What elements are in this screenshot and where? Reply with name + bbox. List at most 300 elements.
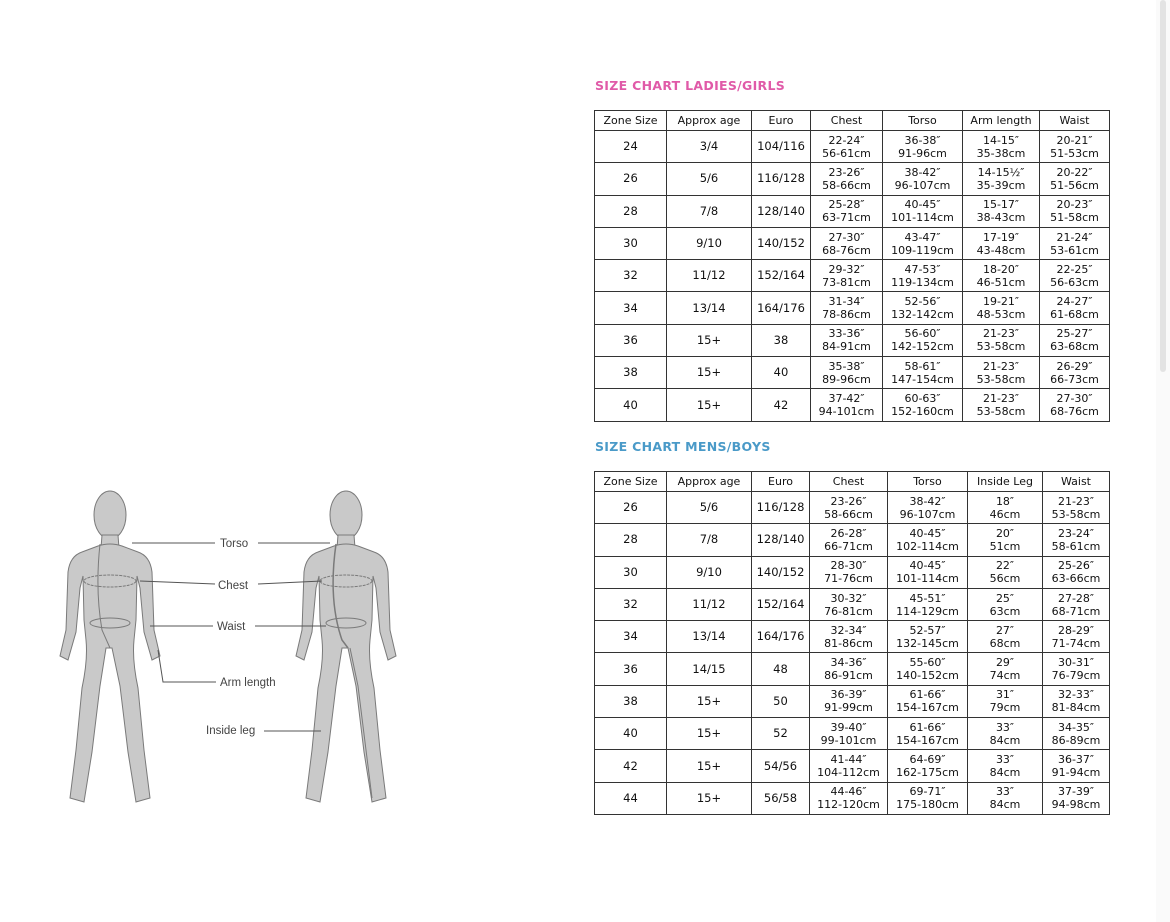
metric-value: 63cm	[989, 604, 1021, 618]
imperial-value: 31-34″	[828, 295, 865, 309]
table-cell	[888, 782, 968, 814]
table-cell: 7/8	[667, 195, 752, 227]
imperial-value: 33″	[995, 720, 1015, 734]
table-cell	[1040, 131, 1110, 163]
imperial-value: 43-47″	[904, 230, 941, 244]
imperial-value: 33-36″	[828, 327, 865, 341]
table-cell	[810, 718, 888, 750]
imperial-value: 37-39″	[1057, 785, 1095, 799]
metric-value: 152-160cm	[891, 405, 954, 419]
table-cell	[883, 324, 963, 356]
table-cell	[810, 524, 888, 556]
table-row	[595, 357, 1110, 389]
imperial-value: 30-32″	[830, 591, 867, 605]
table-cell	[888, 685, 968, 717]
table-cell: 11/12	[667, 260, 752, 292]
table-cell	[888, 588, 968, 620]
table-row	[595, 718, 1110, 750]
table-cell	[1040, 260, 1110, 292]
table-cell	[811, 389, 883, 421]
table-cell: 7/8	[667, 524, 752, 556]
imperial-value: 26-29″	[1056, 359, 1093, 373]
table-cell	[968, 782, 1043, 814]
metric-value: 94-98cm	[1051, 798, 1101, 812]
table-cell	[810, 588, 888, 620]
metric-value: 43-48cm	[976, 243, 1026, 257]
table-cell: 13/14	[667, 292, 752, 324]
table-cell	[811, 195, 883, 227]
column-header: Waist	[1040, 111, 1110, 131]
waist-label: Waist	[217, 621, 246, 633]
mens-chart-title: SIZE CHART MENS/BOYS	[595, 439, 771, 454]
table-cell: 50	[752, 685, 810, 717]
imperial-value: 47-53″	[904, 262, 941, 276]
table-cell	[963, 131, 1040, 163]
metric-value: 46-51cm	[976, 275, 1026, 289]
column-header: Inside Leg	[968, 472, 1043, 492]
table-cell	[1043, 621, 1110, 653]
imperial-value: 28-29″	[1057, 623, 1095, 637]
table-cell	[883, 227, 963, 259]
imperial-value: 55-60″	[909, 656, 946, 670]
table-cell	[810, 653, 888, 685]
table-cell	[963, 357, 1040, 389]
table-cell	[968, 685, 1043, 717]
table-row	[595, 685, 1110, 717]
table-row	[595, 492, 1110, 524]
metric-value: 79cm	[989, 701, 1021, 715]
imperial-value: 23-26″	[830, 494, 867, 508]
table-cell	[968, 750, 1043, 782]
table-cell	[883, 195, 963, 227]
table-cell	[811, 131, 883, 163]
table-cell	[968, 718, 1043, 750]
table-cell: 116/128	[752, 492, 810, 524]
imperial-value: 18-20″	[982, 262, 1020, 276]
table-cell	[1040, 324, 1110, 356]
back-figure	[296, 491, 396, 802]
metric-value: 58-61cm	[1051, 539, 1101, 553]
imperial-value: 40-45″	[909, 559, 946, 573]
table-cell: 15+	[667, 685, 752, 717]
imperial-value: 27-30″	[1056, 392, 1093, 406]
imperial-value: 21-23″	[1057, 494, 1095, 508]
table-cell	[968, 653, 1043, 685]
table-row	[595, 324, 1110, 356]
imperial-value: 26-28″	[830, 526, 867, 540]
table-cell: 152/164	[752, 260, 811, 292]
table-cell: 48	[752, 653, 810, 685]
imperial-value: 29-32″	[828, 262, 865, 276]
table-cell: 42	[752, 389, 811, 421]
table-row	[595, 227, 1110, 259]
column-header: Approx age	[667, 472, 752, 492]
metric-value: 74cm	[989, 669, 1021, 683]
column-header: Euro	[752, 111, 811, 131]
imperial-value: 60-63″	[904, 392, 941, 406]
page-scrollbar[interactable]	[1156, 0, 1170, 922]
table-cell: 42	[595, 750, 667, 782]
imperial-value: 69-71″	[909, 785, 946, 799]
metric-value: 51-58cm	[1050, 211, 1099, 225]
table-cell: 164/176	[752, 621, 810, 653]
imperial-value: 23-24″	[1057, 526, 1095, 540]
imperial-value: 38-42″	[909, 494, 946, 508]
imperial-value: 19-21″	[982, 295, 1020, 309]
metric-value: 56-63cm	[1050, 275, 1099, 289]
scrollbar-thumb[interactable]	[1160, 0, 1166, 372]
imperial-value: 21-24″	[1056, 230, 1093, 244]
imperial-value: 34-36″	[830, 656, 867, 670]
table-cell	[810, 556, 888, 588]
imperial-value: 18″	[995, 494, 1015, 508]
imperial-value: 32-33″	[1057, 688, 1095, 702]
metric-value: 91-94cm	[1051, 766, 1101, 780]
imperial-value: 52-57″	[909, 623, 946, 637]
metric-value: 101-114cm	[896, 572, 959, 586]
table-cell: 34	[595, 292, 667, 324]
table-cell	[811, 227, 883, 259]
column-header: Zone Size	[595, 111, 667, 131]
metric-value: 66-73cm	[1050, 372, 1099, 386]
body-figures-illustration	[40, 480, 440, 820]
table-cell	[811, 163, 883, 195]
imperial-value: 64-69″	[909, 753, 946, 767]
imperial-value: 23-26″	[828, 165, 865, 179]
imperial-value: 22-25″	[1056, 262, 1093, 276]
table-cell	[1043, 556, 1110, 588]
metric-value: 53-58cm	[976, 372, 1026, 386]
table-cell: 3/4	[667, 131, 752, 163]
metric-value: 154-167cm	[896, 733, 959, 747]
table-cell: 15+	[667, 718, 752, 750]
column-header: Chest	[810, 472, 888, 492]
metric-value: 61-68cm	[1050, 308, 1099, 322]
table-cell: 15+	[667, 357, 752, 389]
table-cell: 9/10	[667, 227, 752, 259]
metric-value: 53-61cm	[1050, 243, 1099, 257]
table-cell: 164/176	[752, 292, 811, 324]
table-cell	[963, 195, 1040, 227]
table-cell: 15+	[667, 324, 752, 356]
table-row	[595, 195, 1110, 227]
table-row	[595, 131, 1110, 163]
table-cell: 152/164	[752, 588, 810, 620]
column-header: Waist	[1043, 472, 1110, 492]
ladies-size-table	[594, 110, 1110, 422]
table-cell	[1043, 524, 1110, 556]
column-header: Zone Size	[595, 472, 667, 492]
table-row	[595, 588, 1110, 620]
table-cell	[810, 492, 888, 524]
table-cell: 28	[595, 195, 667, 227]
metric-value: 68cm	[989, 636, 1021, 650]
table-cell: 26	[595, 492, 667, 524]
table-cell: 15+	[667, 750, 752, 782]
table-cell	[888, 492, 968, 524]
metric-value: 99-101cm	[820, 733, 877, 747]
table-cell	[1043, 782, 1110, 814]
imperial-value: 21-23″	[982, 327, 1020, 341]
table-row	[595, 163, 1110, 195]
table-cell: 40	[752, 357, 811, 389]
table-cell	[1043, 588, 1110, 620]
metric-value: 96-107cm	[894, 178, 951, 192]
table-cell	[883, 260, 963, 292]
metric-value: 175-180cm	[896, 798, 959, 812]
imperial-value: 36-39″	[830, 688, 867, 702]
table-cell	[963, 163, 1040, 195]
metric-value: 147-154cm	[891, 372, 954, 386]
table-cell	[811, 324, 883, 356]
metric-value: 84cm	[989, 733, 1021, 747]
imperial-value: 22-24″	[828, 133, 865, 147]
table-row	[595, 524, 1110, 556]
table-cell: 5/6	[667, 163, 752, 195]
metric-value: 76-81cm	[824, 604, 873, 618]
metric-value: 94-101cm	[818, 405, 875, 419]
imperial-value: 52-56″	[904, 295, 941, 309]
imperial-value: 24-27″	[1056, 295, 1093, 309]
metric-value: 84cm	[989, 766, 1021, 780]
imperial-value: 20-23″	[1056, 198, 1093, 212]
metric-value: 81-86cm	[824, 636, 873, 650]
table-cell	[1043, 653, 1110, 685]
metric-value: 114-129cm	[896, 604, 959, 618]
metric-value: 101-114cm	[891, 211, 954, 225]
imperial-value: 27-28″	[1057, 591, 1095, 605]
table-cell: 116/128	[752, 163, 811, 195]
table-cell	[888, 621, 968, 653]
table-cell	[883, 131, 963, 163]
column-header: Euro	[752, 472, 810, 492]
table-row	[595, 292, 1110, 324]
imperial-value: 44-46″	[830, 785, 867, 799]
table-cell: 56/58	[752, 782, 810, 814]
table-cell: 32	[595, 588, 667, 620]
front-figure	[60, 491, 160, 802]
metric-value: 38-43cm	[976, 211, 1026, 225]
table-header-row	[595, 472, 1110, 492]
table-cell: 54/56	[752, 750, 810, 782]
imperial-value: 27″	[995, 623, 1015, 637]
table-cell: 15+	[667, 782, 752, 814]
metric-value: 96-107cm	[899, 507, 956, 521]
metric-value: 104-112cm	[817, 766, 880, 780]
table-cell: 26	[595, 163, 667, 195]
metric-value: 84cm	[989, 798, 1021, 812]
imperial-value: 61-66″	[909, 720, 946, 734]
imperial-value: 41-44″	[830, 753, 867, 767]
metric-value: 46cm	[989, 507, 1021, 521]
imperial-value: 40-45″	[904, 198, 941, 212]
metric-value: 63-68cm	[1050, 340, 1099, 354]
table-cell: 5/6	[667, 492, 752, 524]
imperial-value: 37-42″	[828, 392, 865, 406]
metric-value: 84-91cm	[822, 340, 871, 354]
imperial-value: 58-61″	[904, 359, 941, 373]
column-header: Chest	[811, 111, 883, 131]
table-cell: 15+	[667, 389, 752, 421]
table-cell	[1040, 357, 1110, 389]
metric-value: 53-58cm	[976, 405, 1026, 419]
mens-size-table	[594, 471, 1110, 815]
table-header-row	[595, 111, 1110, 131]
table-cell	[968, 492, 1043, 524]
imperial-value: 27-30″	[828, 230, 865, 244]
metric-value: 91-96cm	[898, 146, 947, 160]
table-row	[595, 782, 1110, 814]
table-cell	[968, 556, 1043, 588]
table-cell	[883, 292, 963, 324]
torso-label: Torso	[220, 538, 249, 550]
imperial-value: 36-37″	[1057, 753, 1095, 767]
imperial-value: 36-38″	[904, 133, 941, 147]
metric-value: 35-39cm	[976, 178, 1026, 192]
table-cell	[1040, 292, 1110, 324]
metric-value: 86-91cm	[824, 669, 873, 683]
imperial-value: 15-17″	[982, 198, 1020, 212]
table-row	[595, 556, 1110, 588]
metric-value: 58-66cm	[822, 178, 871, 192]
imperial-value: 25-28″	[828, 198, 865, 212]
table-cell: 44	[595, 782, 667, 814]
imperial-value: 32-34″	[830, 623, 867, 637]
table-cell	[888, 653, 968, 685]
table-row	[595, 653, 1110, 685]
table-cell: 32	[595, 260, 667, 292]
imperial-value: 25″	[995, 591, 1015, 605]
imperial-value: 14-15½″	[977, 165, 1025, 179]
table-cell: 38	[752, 324, 811, 356]
metric-value: 112-120cm	[817, 798, 880, 812]
metric-value: 119-134cm	[891, 275, 954, 289]
metric-value: 132-142cm	[891, 308, 954, 322]
table-cell	[963, 389, 1040, 421]
table-cell	[883, 357, 963, 389]
imperial-value: 33″	[995, 785, 1015, 799]
table-cell	[810, 685, 888, 717]
table-cell	[963, 227, 1040, 259]
metric-value: 109-119cm	[891, 243, 954, 257]
imperial-value: 20-21″	[1056, 133, 1093, 147]
table-cell	[888, 556, 968, 588]
table-cell	[810, 621, 888, 653]
table-cell: 11/12	[667, 588, 752, 620]
table-cell: 38	[595, 685, 667, 717]
table-cell	[811, 292, 883, 324]
metric-value: 53-58cm	[1051, 507, 1101, 521]
table-cell: 30	[595, 227, 667, 259]
table-cell: 24	[595, 131, 667, 163]
table-cell	[1043, 685, 1110, 717]
metric-value: 102-114cm	[896, 539, 959, 553]
table-cell	[811, 260, 883, 292]
table-cell	[883, 163, 963, 195]
imperial-value: 20″	[995, 526, 1015, 540]
metric-value: 140-152cm	[896, 669, 959, 683]
inside-leg-label: Inside leg	[206, 725, 256, 737]
metric-value: 66-71cm	[824, 539, 873, 553]
metric-value: 73-81cm	[822, 275, 871, 289]
imperial-value: 39-40″	[830, 720, 867, 734]
imperial-value: 22″	[995, 559, 1015, 573]
metric-value: 68-76cm	[822, 243, 871, 257]
imperial-value: 20-22″	[1056, 165, 1093, 179]
table-cell: 128/140	[752, 195, 811, 227]
imperial-value: 33″	[995, 753, 1015, 767]
metric-value: 68-76cm	[1050, 405, 1099, 419]
imperial-value: 21-23″	[982, 392, 1020, 406]
imperial-value: 25-27″	[1056, 327, 1093, 341]
table-cell: 140/152	[752, 227, 811, 259]
table-cell: 40	[595, 389, 667, 421]
chest-label: Chest	[218, 580, 249, 592]
metric-value: 86-89cm	[1051, 733, 1101, 747]
metric-value: 132-145cm	[896, 636, 959, 650]
metric-value: 58-66cm	[824, 507, 873, 521]
table-cell	[1043, 750, 1110, 782]
table-cell	[963, 292, 1040, 324]
metric-value: 51-56cm	[1050, 178, 1099, 192]
table-cell	[883, 389, 963, 421]
table-cell: 30	[595, 556, 667, 588]
table-cell	[888, 750, 968, 782]
table-cell	[1040, 227, 1110, 259]
imperial-value: 35-38″	[828, 359, 865, 373]
table-cell: 128/140	[752, 524, 810, 556]
table-row	[595, 260, 1110, 292]
table-cell: 28	[595, 524, 667, 556]
metric-value: 154-167cm	[896, 701, 959, 715]
metric-value: 81-84cm	[1051, 701, 1101, 715]
table-cell: 14/15	[667, 653, 752, 685]
arm-length-label: Arm length	[220, 677, 276, 689]
imperial-value: 14-15″	[982, 133, 1020, 147]
metric-value: 51-53cm	[1050, 146, 1099, 160]
table-cell: 140/152	[752, 556, 810, 588]
table-cell	[810, 782, 888, 814]
metric-value: 78-86cm	[822, 308, 871, 322]
table-row	[595, 389, 1110, 421]
table-cell	[968, 621, 1043, 653]
table-cell: 34	[595, 621, 667, 653]
metric-value: 51cm	[989, 539, 1021, 553]
column-header: Approx age	[667, 111, 752, 131]
table-cell: 13/14	[667, 621, 752, 653]
table-cell: 40	[595, 718, 667, 750]
table-cell	[1040, 163, 1110, 195]
imperial-value: 17-19″	[982, 230, 1020, 244]
table-cell	[963, 260, 1040, 292]
imperial-value: 56-60″	[904, 327, 941, 341]
metric-value: 56-61cm	[822, 146, 871, 160]
imperial-value: 21-23″	[982, 359, 1020, 373]
table-cell	[963, 324, 1040, 356]
imperial-value: 34-35″	[1057, 720, 1095, 734]
table-cell	[968, 588, 1043, 620]
metric-value: 162-175cm	[896, 766, 959, 780]
metric-value: 68-71cm	[1051, 604, 1101, 618]
metric-value: 89-96cm	[822, 372, 871, 386]
table-cell	[810, 750, 888, 782]
imperial-value: 45-51″	[909, 591, 946, 605]
table-row	[595, 621, 1110, 653]
table-row	[595, 750, 1110, 782]
metric-value: 76-79cm	[1051, 669, 1101, 683]
table-cell: 104/116	[752, 131, 811, 163]
table-cell	[888, 524, 968, 556]
